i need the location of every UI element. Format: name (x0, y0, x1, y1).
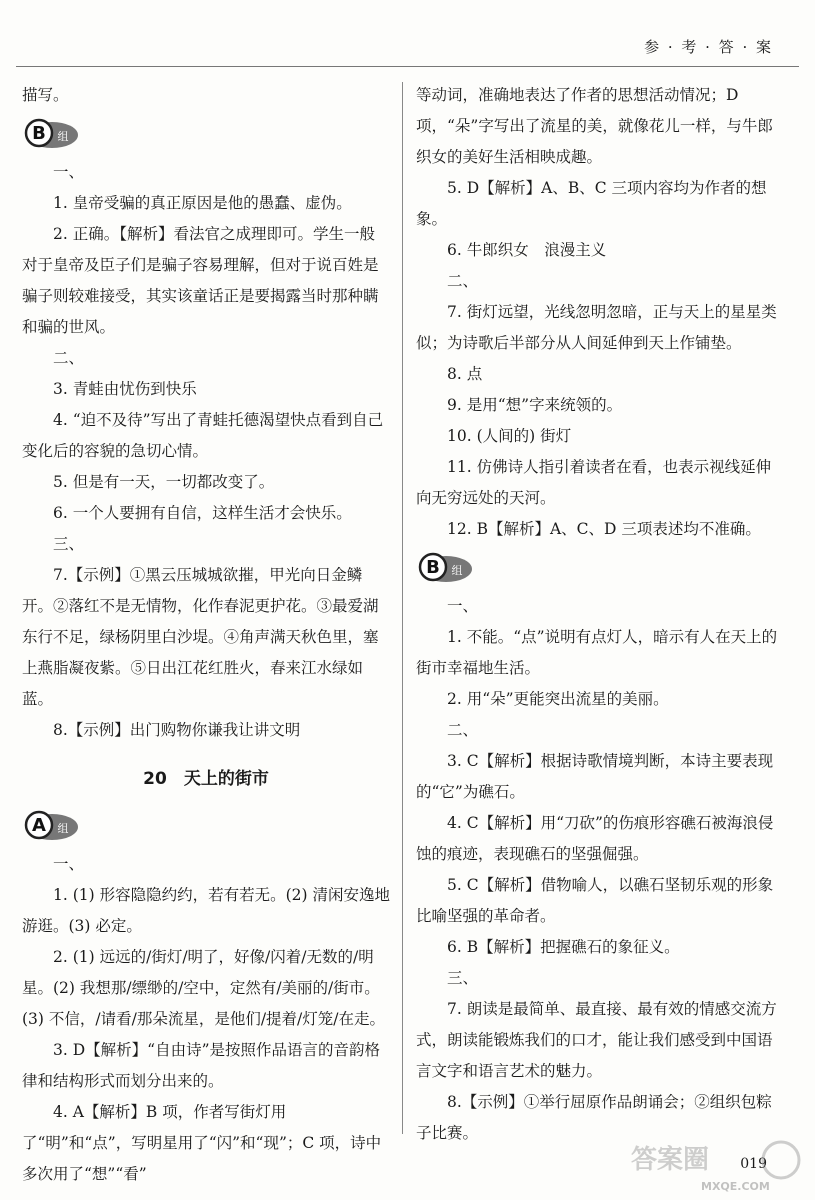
section-marker: 一、 (53, 163, 85, 181)
answer-text: 1. (1) 形容隐隐约约，若有若无。(2) 清闲安逸地游逛。(3) 必定。 (22, 886, 390, 935)
section-marker: 二、 (53, 349, 85, 367)
group-b-icon (22, 117, 82, 151)
answer-text: 2. 用“朵”更能突出流星的美丽。 (447, 690, 669, 708)
answer-text: 1. 皇帝受骗的真正原因是他的愚蠢、虚伪。 (53, 194, 352, 212)
answer-text: 8. 点 (447, 365, 483, 383)
answer-text: 2. (1) 远远的/街灯/明了，好像/闪着/无数的/明星。(2) 我想那/缥缈的/空中，定然有/美丽的/街市。(3) 不信，/请看/那朵流星，是他们/提着/灯笼/在走。 (22, 948, 385, 1028)
section-marker: 二、 (447, 272, 479, 290)
group-badge-b (22, 115, 390, 153)
svg-text:组: 组 (451, 564, 463, 577)
section-marker: 三、 (447, 969, 479, 987)
svg-text:A: A (32, 815, 46, 836)
answer-text: 7. 朗读是最简单、最直接、最有效的情感交流方式，朗读能锻炼我们的口才，能让我们感受到中国语言文字和语言艺术的魅力。 (416, 1000, 777, 1080)
answer-text: 4. A【解析】B 项，作者写街灯用了“明”和“点”，写明星用了“闪”和“现”；C 项，诗中多次用了“想”“看” (22, 1103, 382, 1183)
answer-text: 2. 正确。【解析】看法官之成理即可。学生一般对于皇帝及臣子们是骗子容易理解，但对于说百姓是骗子则较难接受，其实该童话正是要揭露当时那种瞒和骗的世风。 (22, 225, 379, 336)
svg-text:答案圈: 答案圈 (631, 1145, 710, 1175)
answer-text: 12. B【解析】A、C、D 三项表述均不准确。 (447, 520, 761, 538)
answer-text: 9. 是用“想”字来统领的。 (447, 396, 623, 414)
answer-text: 10. (人间的) 街灯 (447, 427, 572, 445)
answer-text: 7.【示例】①黑云压城城欲摧，甲光向日金鳞开。②落红不是无情物，化作春泥更护花。③最爱湖东行不足，绿杨阴里白沙堤。④角声满天秋色里，塞上燕脂凝夜紫。⑤日出江花红胜火，春来江水绿如蓝。 (22, 566, 379, 708)
answer-text: 1. 不能。“点”说明有点灯人，暗示有人在天上的街市幸福地生活。 (416, 628, 778, 677)
svg-text:B: B (32, 123, 46, 144)
answer-text: 4. “迫不及待”写出了青蛙托德渴望快点看到自己变化后的容貌的急切心情。 (22, 411, 384, 460)
group-b-icon (416, 551, 476, 585)
answer-text: 5. 但是有一天，一切都改变了。 (53, 473, 275, 491)
page-header: 参 · 考 · 答 · 案 (644, 38, 773, 56)
group-badge-b (416, 549, 784, 587)
answer-text: 5. D【解析】A、B、C 三项内容均为作者的想象。 (416, 179, 767, 228)
group-a-icon (22, 809, 82, 843)
answer-text: 8.【示例】出门购物你谦我让讲文明 (53, 721, 301, 739)
header-rule (16, 66, 799, 67)
lesson-title: 20 天上的街市 (143, 769, 269, 789)
section-marker: 一、 (53, 855, 85, 873)
answer-text: 11. 仿佛诗人指引着读者在看，也表示视线延伸向无穷远处的天河。 (416, 458, 772, 507)
watermark-logo (621, 1138, 811, 1196)
page-number: 019 (740, 1156, 767, 1172)
answer-text: 5. C【解析】借物喻人，以礁石坚韧乐观的形象比喻坚强的革命者。 (416, 876, 774, 925)
answer-text: 6. 牛郎织女 浪漫主义 (447, 241, 607, 259)
answer-text: 等动词，准确地表达了作者的思想活动情况；D 项，“朵”字写出了流星的美，就像花儿一样，与牛郎织女的美好生活相映成趣。 (416, 86, 773, 166)
column-divider (402, 82, 403, 1134)
answer-text: 3. D【解析】“自由诗”是按照作品语言的音韵格律和结构形式而划分出来的。 (22, 1041, 380, 1090)
answer-text: 4. C【解析】用“刀砍”的伤痕形容礁石被海浪侵蚀的痕迹，表现礁石的坚强倔强。 (416, 814, 774, 863)
answer-text: 7. 街灯远望，光线忽明忽暗，正与天上的星星类似；为诗歌后半部分从人间延伸到天上作铺垫。 (416, 303, 777, 352)
right-column (416, 80, 784, 1149)
section-marker: 二、 (447, 721, 479, 739)
answer-text: 3. C【解析】根据诗歌情境判断，本诗主要表现的“它”为礁石。 (416, 752, 774, 801)
group-badge-a (22, 807, 390, 845)
section-marker: 三、 (53, 535, 85, 553)
section-marker: 一、 (447, 597, 479, 615)
svg-text:组: 组 (57, 130, 69, 143)
svg-text:组: 组 (57, 822, 69, 835)
answer-text: 描写。 (22, 86, 69, 104)
answer-text: 3. 青蛙由忧伤到快乐 (53, 380, 197, 398)
answer-text: 6. 一个人要拥有自信，这样生活才会快乐。 (53, 504, 352, 522)
answer-text: 8.【示例】①举行屈原作品朗诵会；②组织包粽子比赛。 (416, 1093, 772, 1142)
left-column (22, 80, 390, 1190)
svg-text:MXQE.COM: MXQE.COM (701, 1180, 770, 1193)
answer-text: 6. B【解析】把握礁石的象征义。 (447, 938, 680, 956)
svg-text:B: B (426, 557, 440, 578)
